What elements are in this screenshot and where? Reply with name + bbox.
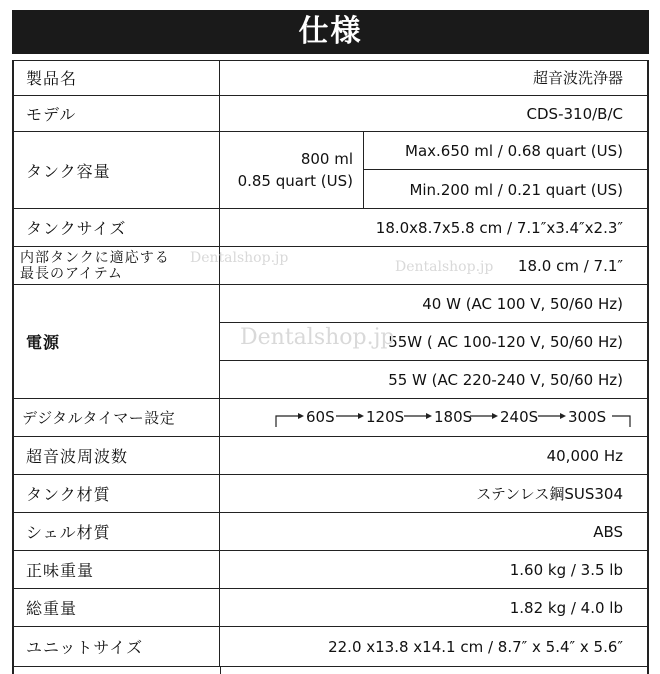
shell-material-label: シェル材質: [14, 513, 220, 550]
timer-arrowhead-3: [426, 413, 432, 419]
row-tank-material: [14, 475, 647, 513]
power-value-2: 55W ( AC 100-120 V, 50/60 Hz): [220, 323, 647, 361]
max-item-label-line1: 内部タンクに適応する: [20, 249, 170, 266]
power-label: 電源: [14, 285, 220, 398]
frequency-value: 40,000 Hz: [546, 446, 623, 465]
tank-size-label: タンクサイズ: [14, 209, 220, 246]
row-product-name: [14, 60, 647, 96]
gross-weight-label: 総重量: [14, 589, 220, 626]
model-value: CDS-310/B/C: [526, 104, 623, 123]
watermark-1: Dentalshop.jp: [190, 250, 289, 266]
timer-arrowhead-2: [358, 413, 364, 419]
shell-material-value: ABS: [593, 522, 623, 541]
spec-title: 仕様: [12, 10, 649, 54]
tank-capacity-main: [220, 132, 364, 208]
timer-step-60: 60S: [306, 408, 335, 426]
row-frequency: [14, 437, 647, 475]
row-max-item: [14, 247, 647, 285]
model-label: モデル: [14, 96, 220, 131]
power-value-1: 40 W (AC 100 V, 50/60 Hz): [220, 285, 647, 323]
row-gross-weight: [14, 589, 647, 627]
timer-arrow-end: [612, 416, 630, 427]
max-item-label-line2: 最長のアイテム: [20, 265, 124, 282]
row-net-weight: [14, 551, 647, 589]
frequency-label: 超音波周波数: [14, 437, 220, 474]
table-bottom-divider: [220, 667, 221, 674]
timer-arrowhead-4: [492, 413, 498, 419]
row-shell-material: [14, 513, 647, 551]
row-model: [14, 96, 647, 132]
product-name-value: 超音波洗浄器: [532, 69, 623, 87]
gross-weight-value: 1.82 kg / 4.0 lb: [509, 598, 623, 617]
row-tank-size: [14, 209, 647, 247]
tank-capacity-min: Min.200 ml / 0.21 quart (US): [409, 180, 623, 199]
tank-capacity-max: Max.650 ml / 0.68 quart (US): [364, 132, 647, 170]
row-unit-size: [14, 627, 647, 667]
timer-step-300: 300S: [568, 408, 607, 426]
tank-capacity-quart: 0.85 quart (US): [237, 172, 353, 190]
tank-size-value: 18.0x8.7x5.8 cm / 7.1″x3.4″x2.3″: [375, 218, 623, 237]
timer-step-120: 120S: [366, 408, 405, 426]
timer-arrowhead-5: [560, 413, 566, 419]
unit-size-label: ユニットサイズ: [14, 627, 220, 666]
timer-steps: [274, 408, 634, 428]
timer-label: デジタルタイマー設定: [14, 399, 220, 436]
power-value-3: 55 W (AC 220-240 V, 50/60 Hz): [388, 371, 623, 389]
spec-table: [12, 60, 649, 674]
max-item-value: 18.0 cm / 7.1″: [517, 256, 623, 275]
net-weight-value: 1.60 kg / 3.5 lb: [509, 560, 623, 579]
product-name-label: 製品名: [14, 60, 220, 95]
unit-size-value: 22.0 x13.8 x14.1 cm / 8.7″ x 5.4″ x 5.6″: [328, 637, 623, 656]
tank-capacity-label: タンク容量: [14, 132, 220, 208]
timer-step-180: 180S: [434, 408, 473, 426]
row-timer: [14, 399, 647, 437]
timer-step-240: 240S: [500, 408, 539, 426]
tank-material-label: タンク材質: [14, 475, 220, 512]
watermark-2: Dentalshop.jp: [395, 259, 494, 275]
tank-capacity-ml: 800 ml: [300, 150, 353, 168]
row-tank-capacity: [14, 132, 647, 209]
watermark-3: Dentalshop.jp: [240, 325, 395, 350]
net-weight-label: 正味重量: [14, 551, 220, 588]
timer-arrow-start: [276, 416, 298, 427]
timer-arrowhead-1: [298, 413, 304, 419]
tank-material-value: ステンレス鋼SUS304: [476, 485, 623, 503]
